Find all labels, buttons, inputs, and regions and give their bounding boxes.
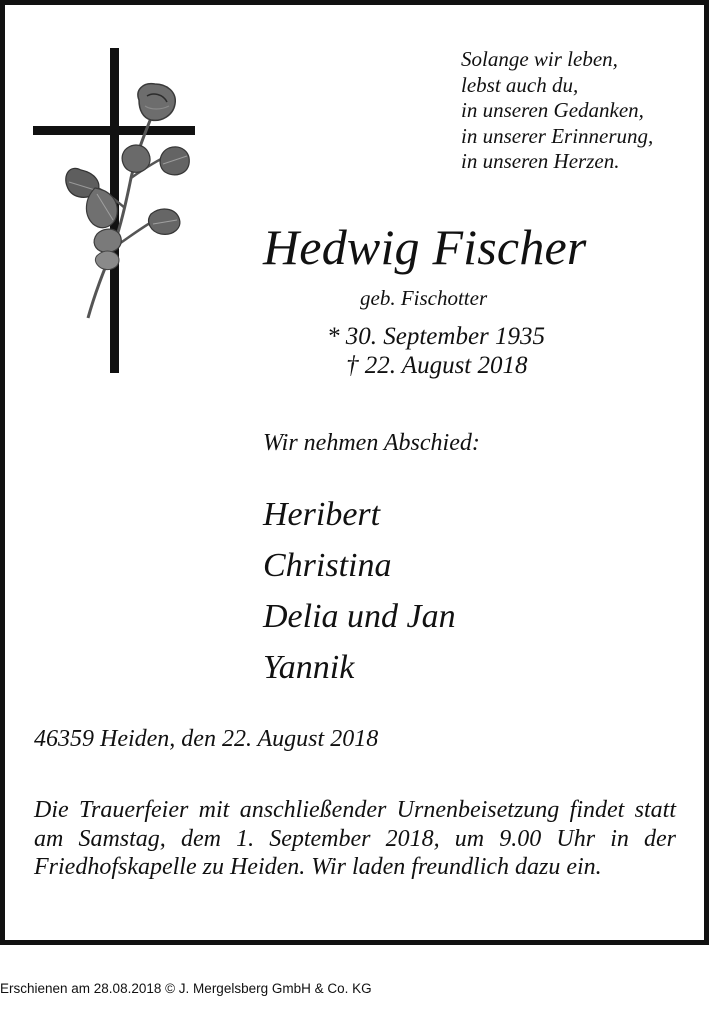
publication-footer: Erschienen am 28.08.2018 © J. Mergelsberg GmbH & Co. KG <box>0 981 372 996</box>
mourners-list <box>263 489 456 693</box>
mourner-name: Delia und Jan <box>263 598 456 635</box>
cross-with-rose-icon <box>33 48 198 378</box>
mourner-name: Heribert <box>263 496 381 533</box>
mourner-name: Christina <box>263 547 392 584</box>
maiden-name: geb. Fischotter <box>360 286 488 310</box>
birth-date: * 30. September 1935 <box>327 323 546 350</box>
poem-line: in unserer Erinnerung, <box>461 123 654 148</box>
poem-line: in unseren Herzen. <box>461 149 620 173</box>
poem-line: Solange wir leben, <box>461 47 618 71</box>
farewell-heading: Wir nehmen Abschied: <box>263 430 480 456</box>
place-and-date: 46359 Heiden, den 22. August 2018 <box>34 726 379 752</box>
service-announcement: Die Trauerfeier mit anschließender Urnenbeisetzung findet statt am Samstag, dem 1. September 2018, um 9.00 Uhr in der Friedhofskapelle zu Heiden. Wir laden freundlich dazu ein. <box>34 797 676 880</box>
poem-line: in unseren Gedanken, <box>461 98 644 122</box>
deceased-name: Hedwig Fischer <box>263 219 587 275</box>
memorial-poem <box>461 47 653 175</box>
poem-line: lebst auch du, <box>461 72 579 97</box>
life-dates <box>327 322 545 380</box>
death-date: † 22. August 2018 <box>346 352 528 379</box>
mourner-name: Yannik <box>263 649 355 686</box>
